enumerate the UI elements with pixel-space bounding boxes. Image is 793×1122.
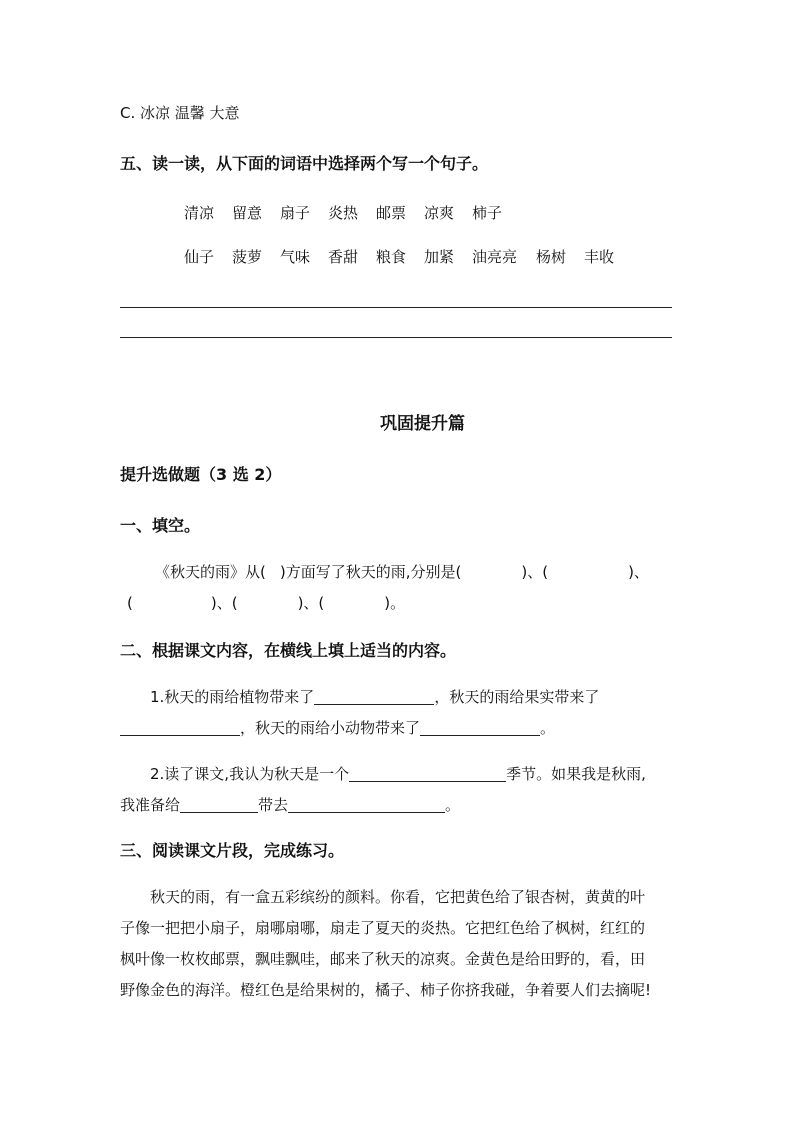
choice-note: 提升选做题（3 选 2） [120, 465, 282, 484]
word-item: 杨树 [536, 248, 567, 266]
word-item: 炎热 [328, 204, 359, 222]
q2-text: 。 [445, 796, 461, 814]
q1-text: )、( [297, 594, 325, 612]
part-title: 巩固提升篇 [380, 414, 465, 434]
word-item: 凉爽 [424, 204, 455, 222]
q2-text: ，秋天的雨给小动物带来了 [240, 719, 421, 737]
q1-text: ( [127, 594, 133, 612]
word-item: 粮食 [376, 248, 407, 266]
q1-text: )。 [384, 594, 406, 612]
fill-blank[interactable] [420, 720, 540, 736]
q3-heading: 三、阅读课文片段，完成练习。 [120, 841, 345, 860]
q1-text: )方面写了秋天的雨,分别是( [279, 563, 462, 581]
q1-line1 [155, 561, 649, 582]
passage-line: 野像金色的海洋。橙红色是给果树的，橘子、柿子你挤我碰，争着要人们去摘呢! [120, 981, 652, 999]
fill-blank[interactable] [288, 797, 445, 813]
q2-s2-line2 [120, 794, 460, 815]
q2-s1-line1 [150, 686, 599, 707]
fill-blank[interactable] [180, 797, 258, 813]
q2-text: ，秋天的雨给果实带来了 [434, 688, 600, 706]
section5-heading: 五、读一读，从下面的词语中选择两个写一个句子。 [120, 154, 489, 173]
q2-heading: 二、根据课文内容，在横线上填上适当的内容。 [120, 641, 457, 660]
word-item: 留意 [232, 204, 263, 222]
fill-blank[interactable] [314, 689, 434, 705]
answer-line[interactable] [120, 337, 672, 338]
q1-text: )、 [628, 563, 649, 581]
word-item: 香甜 [328, 248, 359, 266]
word-item: 丰收 [584, 248, 615, 266]
word-item: 邮票 [376, 204, 407, 222]
q2-text: 我准备给 [120, 796, 181, 814]
passage-line: 枫叶像一枚枚邮票，飘哇飘哇，邮来了秋天的凉爽。金黄色是给田野的，看，田 [120, 950, 646, 968]
q1-text: )、( [210, 594, 238, 612]
word-item: 柿子 [472, 204, 503, 222]
word-item: 菠萝 [232, 248, 263, 266]
word-item: 扇子 [280, 204, 311, 222]
passage-line: 秋天的雨，有一盒五彩缤纷的颜料。你看，它把黄色给了银杏树，黄黄的叶 [150, 888, 646, 906]
q2-s2-line1 [150, 763, 646, 784]
answer-line[interactable] [120, 307, 672, 308]
word-item: 加紧 [424, 248, 455, 266]
q1-text: )、( [521, 563, 549, 581]
q2-text: 1.秋天的雨给植物带来了 [150, 688, 315, 706]
q1-line2 [127, 592, 405, 613]
q2-text: 季节。如果我是秋雨, [506, 765, 646, 783]
q2-s1-line2 [120, 717, 555, 738]
q1-heading: 一、填空。 [120, 516, 201, 535]
word-item: 仙子 [184, 248, 215, 266]
passage-line: 子像一把把小扇子，扇哪扇哪，扇走了夏天的炎热。它把红色给了枫树，红红的 [120, 919, 646, 937]
word-item: 清凉 [184, 204, 215, 222]
q1-text: 《秋天的雨》从( [155, 563, 266, 581]
q2-text: 带去 [258, 796, 289, 814]
fill-blank[interactable] [120, 720, 240, 736]
q2-text: 2.读了课文,我认为秋天是一个 [150, 765, 350, 783]
fill-blank[interactable] [349, 766, 506, 782]
q2-text: 。 [540, 719, 556, 737]
word-item: 气味 [280, 248, 311, 266]
option-c: C. 冰凉 温馨 大意 [120, 104, 240, 122]
word-item: 油亮亮 [472, 248, 518, 266]
